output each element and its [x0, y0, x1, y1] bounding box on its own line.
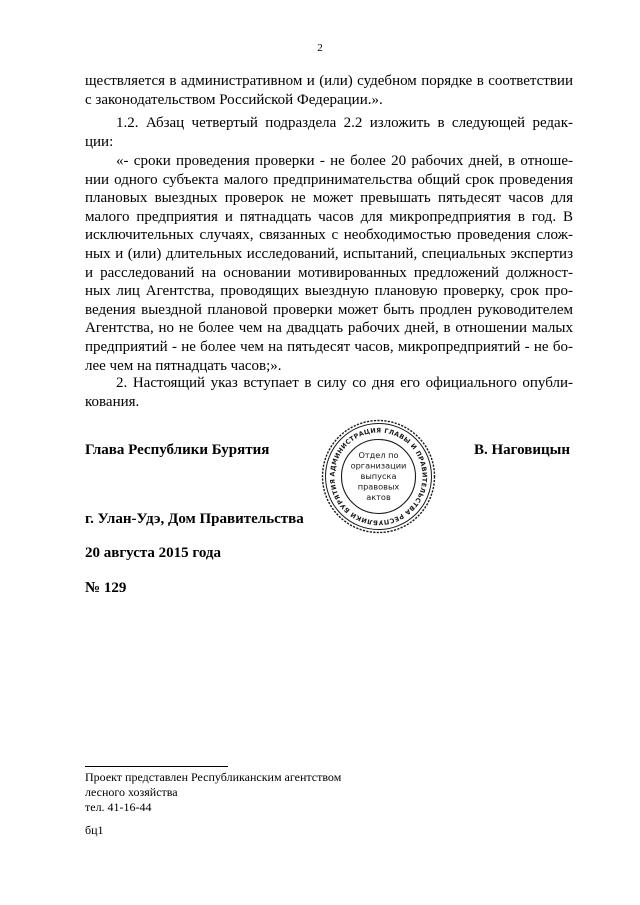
clause-2 — [85, 374, 573, 411]
text-line: и расследований на основании мотивированных предложений должност- — [85, 264, 573, 281]
footer-code: бц1 — [85, 823, 104, 837]
text-line: с законодательством Российской Федерации.». — [85, 91, 383, 108]
svg-text:правовых: правовых — [357, 481, 400, 492]
svg-text:Отдел по: Отдел по — [358, 450, 399, 460]
text-line: малого предприятия и пятнадцать часов для микропредприятия в год. В — [85, 208, 573, 225]
text-line: ных и (или) длительных исследований, испытаний, специальных экспертиз — [85, 245, 573, 262]
footer-note — [85, 770, 341, 815]
issue-date: 20 августа 2015 года — [85, 545, 222, 561]
text-line: лее чем на пятнадцать часов;». — [85, 357, 282, 374]
text-line: ных лиц Агентства, проводящих выездную плановую проверку, срок про- — [85, 283, 573, 300]
signatory-position: Глава Республики Бурятия — [85, 442, 270, 458]
issue-place: г. Улан-Удэ, Дом Правительства — [85, 511, 304, 527]
stamp-seal-icon — [320, 418, 437, 535]
continuation-paragraph — [85, 72, 573, 109]
text-line: ции: — [85, 133, 114, 150]
svg-text:АДМИНИСТРАЦИЯ ГЛАВЫ И ПРАВИТЕЛ: АДМИНИСТРАЦИЯ ГЛАВЫ И ПРАВИТЕЛЬСТВА РЕСПУБЛИКИ БУРЯТИЯ — [328, 426, 429, 527]
quoted-amendment — [85, 152, 573, 375]
text-line: исключительных случаях, связанных с необходимостью проведения слож- — [85, 227, 573, 244]
text-line: плановых выездных проверок не может превышать пятьдесят часов для — [85, 190, 573, 207]
clause-1-2 — [85, 114, 573, 151]
svg-text:выпуска: выпуска — [360, 471, 397, 481]
svg-text:организации: организации — [350, 460, 407, 471]
footer-divider — [85, 766, 228, 767]
text-line: 2. Настоящий указ вступает в силу со дня его официального опубли- — [116, 375, 573, 391]
footer-line: лесного хозяйства — [85, 785, 178, 799]
text-line: нии одного субъекта малого предпринимательства общий срок проведения — [85, 171, 573, 188]
official-stamp — [320, 418, 437, 535]
page-number: 2 — [317, 42, 323, 54]
footer-line: тел. 41-16-44 — [85, 800, 152, 814]
text-line: кования. — [85, 393, 140, 410]
footer-line: Проект представлен Республиканским агентством — [85, 770, 342, 784]
text-line: «- сроки проведения проверки - не более 20 рабочих дней, в отноше- — [116, 153, 573, 169]
text-line: ществляется в административном и (или) судебном порядке в соответствии — [85, 73, 573, 89]
text-line: предприятий - не более чем на пятьдесят часов, микропредприятий - не бо- — [85, 338, 573, 355]
text-line: ведения выездной плановой проверки может быть продлен руководителем — [85, 301, 573, 318]
text-line: Агентства, но не более чем на двадцать рабочих дней, в отношении малых — [85, 320, 573, 337]
svg-text:актов: актов — [366, 492, 391, 502]
signatory-name: В. Наговицын — [474, 442, 570, 458]
decree-number: № 129 — [85, 580, 127, 596]
text-line: 1.2. Абзац четвертый подраздела 2.2 изложить в следующей редак- — [116, 115, 573, 131]
